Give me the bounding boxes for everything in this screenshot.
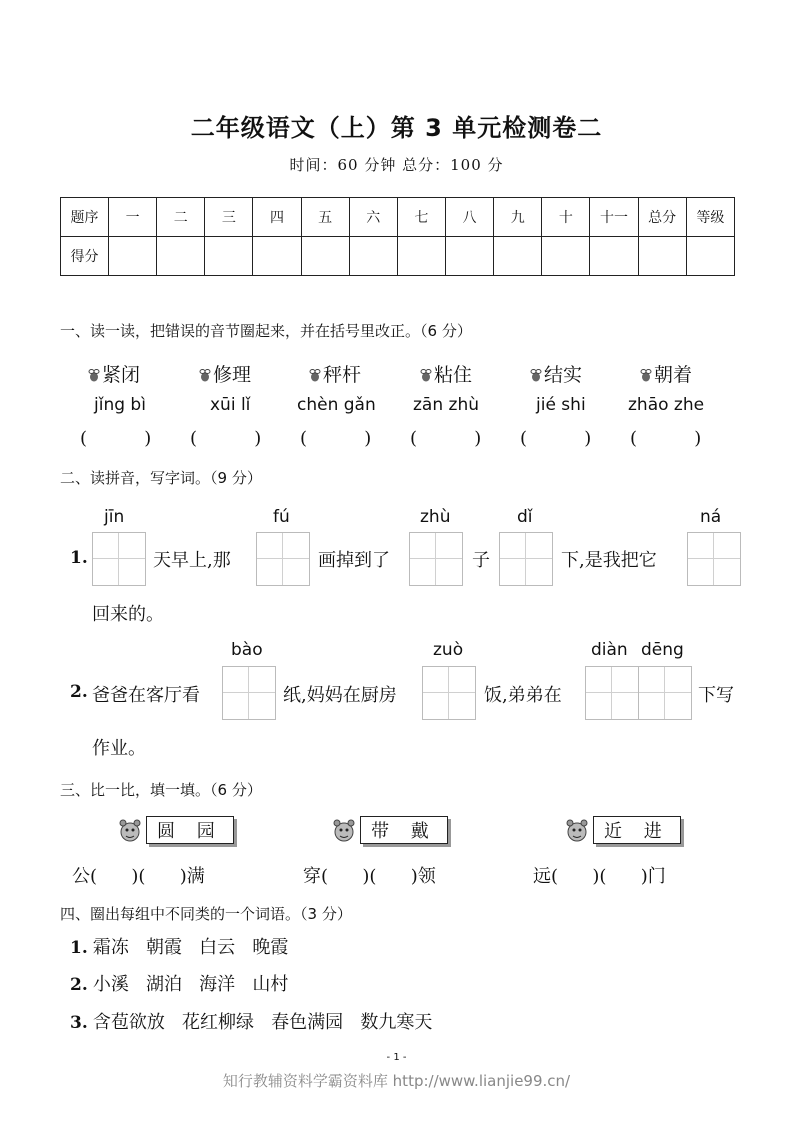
word-item [640, 360, 692, 387]
score-col: 总分 [638, 198, 686, 237]
pinyin-caption: zuò [433, 640, 464, 660]
score-col: 三 [205, 198, 253, 237]
sentence-text: 子 [472, 550, 490, 571]
answer-paren[interactable]: ( ) [410, 428, 482, 449]
score-cell[interactable] [590, 237, 638, 276]
pinyin-caption: dǐ [517, 507, 533, 527]
tag-label: 圆 园 [146, 816, 234, 844]
pinyin-caption: zhù [420, 507, 451, 527]
word-text: 秤杆 [323, 364, 362, 386]
pinyin-item: zhāo zhe [628, 395, 705, 415]
answer-paren[interactable]: ( ) [190, 428, 262, 449]
pinyin-item: xūi lǐ [210, 395, 251, 415]
section-2-heading: 二、读拼音，写字词。（9 分） [60, 469, 262, 487]
pinyin-caption: jīn [104, 507, 125, 527]
pinyin-item: jǐng bì [94, 395, 146, 415]
pinyin-item: zān zhù [413, 395, 479, 415]
score-cell[interactable] [542, 237, 590, 276]
compare-tag [116, 816, 234, 844]
option-words[interactable]: 霜冻 朝霞 白云 晚霞 [92, 937, 289, 958]
writing-box[interactable] [422, 666, 476, 720]
pinyin-caption: ná [700, 507, 722, 527]
cartoon-icon [330, 816, 358, 844]
section-3-heading: 三、比一比，填一填。（6 分） [60, 781, 262, 799]
sentence-text: 爸爸在客厅看 [92, 685, 200, 706]
word-item [88, 360, 140, 387]
answer-paren[interactable]: ( ) [300, 428, 372, 449]
question-number: 1. [70, 548, 88, 568]
writing-box[interactable] [409, 532, 463, 586]
score-table-row-label: 题序 [61, 198, 109, 237]
word-text: 紧闭 [102, 364, 141, 386]
score-col: 九 [494, 198, 542, 237]
question-number: 3. [70, 1013, 88, 1033]
pinyin-caption: dēng [641, 640, 684, 660]
sentence-text: 饭,弟弟在 [484, 685, 562, 706]
page-title: 二年级语文（上）第 3 单元检测卷二 [190, 114, 603, 142]
score-col: 八 [445, 198, 493, 237]
score-table [60, 197, 735, 276]
score-table-row-label: 得分 [61, 237, 109, 276]
bee-icon [640, 365, 652, 379]
word-item [199, 360, 251, 387]
score-col: 一 [109, 198, 157, 237]
pinyin-item: chèn gǎn [297, 395, 376, 415]
word-text: 粘住 [434, 364, 473, 386]
score-col: 二 [157, 198, 205, 237]
sentence-text: 下,是我把它 [561, 550, 657, 571]
score-col: 六 [349, 198, 397, 237]
sentence-text: 天早上,那 [153, 550, 231, 571]
list-item [70, 970, 288, 996]
cartoon-icon [116, 816, 144, 844]
score-col: 十 [542, 198, 590, 237]
score-col: 等级 [686, 198, 734, 237]
score-col: 四 [253, 198, 301, 237]
footer-watermark: 知行教辅资料学霸资料库 http://www.lianjie99.cn/ [222, 1072, 571, 1090]
score-cell[interactable] [301, 237, 349, 276]
pinyin-caption: fú [273, 507, 290, 527]
word-text: 结实 [544, 364, 583, 386]
fill-blank[interactable]: 穿( )( )领 [303, 866, 436, 887]
question-number: 2. [70, 975, 88, 995]
cartoon-icon [563, 816, 591, 844]
sentence-text: 回来的。 [92, 604, 164, 625]
option-words[interactable]: 含苞欲放 花红柳绿 春色满园 数九寒天 [92, 1012, 433, 1033]
bee-icon [199, 365, 211, 379]
question-number: 2. [70, 682, 88, 702]
page-number: - 1 - [386, 1052, 407, 1063]
score-table-header-row [61, 198, 735, 237]
fill-blank[interactable]: 公( )( )满 [72, 866, 205, 887]
word-text: 修理 [213, 364, 252, 386]
fill-blank[interactable]: 远( )( )门 [533, 866, 666, 887]
score-cell[interactable] [494, 237, 542, 276]
writing-box[interactable] [222, 666, 276, 720]
score-col: 五 [301, 198, 349, 237]
answer-paren[interactable]: ( ) [520, 428, 592, 449]
list-item [70, 1008, 432, 1034]
score-cell[interactable] [157, 237, 205, 276]
sentence-text: 纸,妈妈在厨房 [283, 685, 397, 706]
sentence-text: 画掉到了 [318, 550, 390, 571]
writing-box[interactable] [92, 532, 146, 586]
score-cell[interactable] [397, 237, 445, 276]
score-table-score-row [61, 237, 735, 276]
word-text: 朝着 [654, 364, 693, 386]
pinyin-caption: bào [231, 640, 263, 660]
tag-label: 近 进 [593, 816, 681, 844]
answer-paren[interactable]: ( ) [80, 428, 152, 449]
section-4-heading: 四、圈出每组中不同类的一个词语。（3 分） [60, 905, 352, 923]
list-item [70, 933, 288, 959]
compare-tag [330, 816, 448, 844]
score-cell[interactable] [253, 237, 301, 276]
exam-info: 时间：60 分钟 总分：100 分 [289, 156, 504, 174]
word-item [530, 360, 582, 387]
option-words[interactable]: 小溪 湖泊 海洋 山村 [92, 974, 289, 995]
writing-box[interactable] [499, 532, 553, 586]
bee-icon [530, 365, 542, 379]
score-col: 十一 [590, 198, 638, 237]
bee-icon [420, 365, 432, 379]
pinyin-caption: diàn [591, 640, 628, 660]
writing-box[interactable] [638, 666, 692, 720]
bee-icon [88, 365, 100, 379]
question-number: 1. [70, 938, 88, 958]
writing-box[interactable] [585, 666, 639, 720]
score-cell[interactable] [205, 237, 253, 276]
sentence-text: 下写 [698, 685, 734, 706]
score-cell[interactable] [686, 237, 734, 276]
sentence-text: 作业。 [92, 738, 146, 759]
tag-label: 带 戴 [360, 816, 448, 844]
answer-paren[interactable]: ( ) [630, 428, 702, 449]
score-cell[interactable] [445, 237, 493, 276]
word-item [420, 360, 472, 387]
bee-icon [309, 365, 321, 379]
score-cell[interactable] [109, 237, 157, 276]
word-item [309, 360, 361, 387]
section-1-heading: 一、读一读，把错误的音节圈起来，并在括号里改正。（6 分） [60, 322, 472, 340]
writing-box[interactable] [687, 532, 741, 586]
writing-box[interactable] [256, 532, 310, 586]
pinyin-item: jié shi [536, 395, 586, 415]
score-col: 七 [397, 198, 445, 237]
score-cell[interactable] [638, 237, 686, 276]
compare-tag [563, 816, 681, 844]
score-cell[interactable] [349, 237, 397, 276]
